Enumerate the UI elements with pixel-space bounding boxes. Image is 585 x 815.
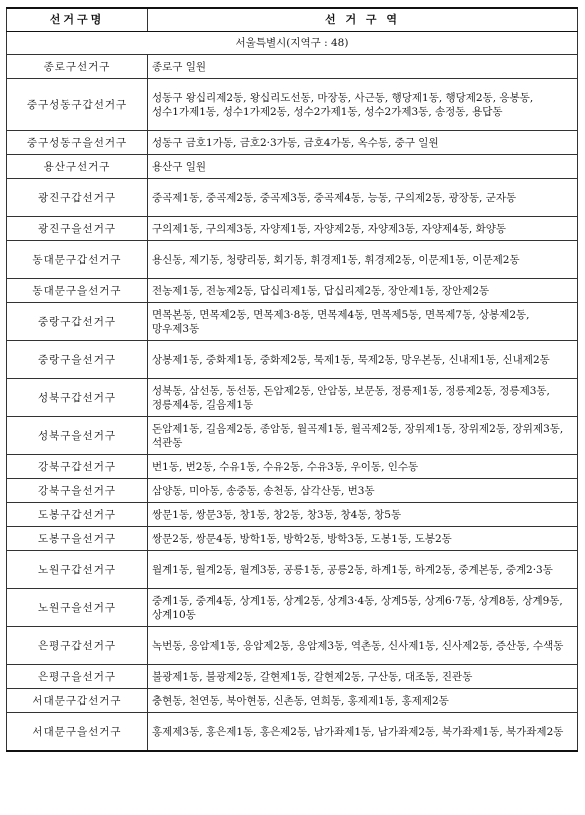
table-row [7,241,578,279]
table-row [7,689,578,713]
header-district-name: 선거구명 [7,8,148,32]
district-area: 돈암제1동, 길음제2동, 종암동, 월곡제1동, 월곡제2동, 장위제1동, 장위제2동, 장위제3동, 석관동 [148,417,578,455]
district-name: 종로구선거구 [7,55,148,79]
district-area: 중계1동, 중계4동, 상계1동, 상계2동, 상계3·4동, 상계5동, 상계6·7동, 상계8동, 상계9동, 상계10동 [148,589,578,627]
district-name: 중구성동구갑선거구 [7,79,148,131]
district-name: 강북구을선거구 [7,479,148,503]
district-name: 은평구을선거구 [7,665,148,689]
district-area: 성동구 왕십리제2동, 왕십리도선동, 마장동, 사근동, 행당제1동, 행당제2동, 응봉동, 성수1가제1동, 성수1가제2동, 성수2가제1동, 성수2가제3동, 송정동, 용답동 [148,79,578,131]
district-area: 전농제1동, 전농제2동, 답십리제1동, 답십리제2동, 장안제1동, 장안제2동 [148,279,578,303]
district-area: 충현동, 천연동, 북아현동, 신촌동, 연희동, 홍제제1동, 홍제제2동 [148,689,578,713]
table-row [7,341,578,379]
table-row [7,527,578,551]
district-area: 성북동, 삼선동, 동선동, 돈암제2동, 안암동, 보문동, 정릉제1동, 정릉제2동, 정릉제3동, 정릉제4동, 길음제1동 [148,379,578,417]
table-row [7,279,578,303]
table-row [7,131,578,155]
table-row [7,79,578,131]
district-area: 쌍문1동, 쌍문3동, 창1동, 창2동, 창3동, 창4동, 창5동 [148,503,578,527]
district-name: 노원구갑선거구 [7,551,148,589]
table-row [7,627,578,665]
table-row [7,665,578,689]
district-area: 녹번동, 응암제1동, 응암제2동, 응암제3동, 역촌동, 신사제1동, 신사제2동, 증산동, 수색동 [148,627,578,665]
table-header-row [7,8,578,32]
district-name: 중랑구을선거구 [7,341,148,379]
header-district-area: 선 거 구 역 [148,8,578,32]
region-label: 서울특별시(지역구 : 48) [7,32,578,55]
district-name: 동대문구갑선거구 [7,241,148,279]
district-name: 용산구선거구 [7,155,148,179]
table-row [7,479,578,503]
district-area: 성동구 금호1가동, 금호2·3가동, 금호4가동, 옥수동, 중구 일원 [148,131,578,155]
table-row [7,217,578,241]
table-row [7,551,578,589]
district-name: 동대문구을선거구 [7,279,148,303]
district-area: 홍제제3동, 홍은제1동, 홍은제2동, 남가좌제1동, 남가좌제2동, 북가좌제1동, 북가좌제2동 [148,713,578,752]
table-row [7,179,578,217]
electoral-district-table [6,7,578,752]
table-row [7,155,578,179]
district-name: 은평구갑선거구 [7,627,148,665]
table-row [7,417,578,455]
district-area: 용신동, 제기동, 청량리동, 회기동, 휘경제1동, 휘경제2동, 이문제1동, 이문제2동 [148,241,578,279]
district-area: 중곡제1동, 중곡제2동, 중곡제3동, 중곡제4동, 능동, 구의제2동, 광장동, 군자동 [148,179,578,217]
district-area: 쌍문2동, 쌍문4동, 방학1동, 방학2동, 방학3동, 도봉1동, 도봉2동 [148,527,578,551]
district-name: 광진구갑선거구 [7,179,148,217]
district-area: 상봉제1동, 중화제1동, 중화제2동, 묵제1동, 묵제2동, 망우본동, 신내제1동, 신내제2동 [148,341,578,379]
table-row [7,713,578,752]
table-row [7,455,578,479]
district-name: 성북구을선거구 [7,417,148,455]
table-row [7,503,578,527]
district-area: 번1동, 번2동, 수유1동, 수유2동, 수유3동, 우이동, 인수동 [148,455,578,479]
table-row [7,589,578,627]
district-name: 중랑구갑선거구 [7,303,148,341]
table-row [7,303,578,341]
district-name: 성북구갑선거구 [7,379,148,417]
district-name: 중구성동구을선거구 [7,131,148,155]
district-area: 삼양동, 미아동, 송중동, 송천동, 삼각산동, 번3동 [148,479,578,503]
district-name: 강북구갑선거구 [7,455,148,479]
district-area: 면목본동, 면목제2동, 면목제3·8동, 면목제4동, 면목제5동, 면목제7동, 상봉제2동, 망우제3동 [148,303,578,341]
table-row [7,55,578,79]
district-name: 서대문구을선거구 [7,713,148,752]
district-area: 종로구 일원 [148,55,578,79]
district-area: 구의제1동, 구의제3동, 자양제1동, 자양제2동, 자양제3동, 자양제4동, 화양동 [148,217,578,241]
district-name: 도봉구갑선거구 [7,503,148,527]
district-name: 도봉구을선거구 [7,527,148,551]
district-area: 용산구 일원 [148,155,578,179]
district-area: 불광제1동, 불광제2동, 갈현제1동, 갈현제2동, 구산동, 대조동, 진관동 [148,665,578,689]
district-name: 노원구을선거구 [7,589,148,627]
district-name: 서대문구갑선거구 [7,689,148,713]
district-area: 월계1동, 월계2동, 월계3동, 공릉1동, 공릉2동, 하계1동, 하계2동, 중계본동, 중계2·3동 [148,551,578,589]
table-row [7,379,578,417]
region-row [7,32,578,55]
district-name: 광진구을선거구 [7,217,148,241]
